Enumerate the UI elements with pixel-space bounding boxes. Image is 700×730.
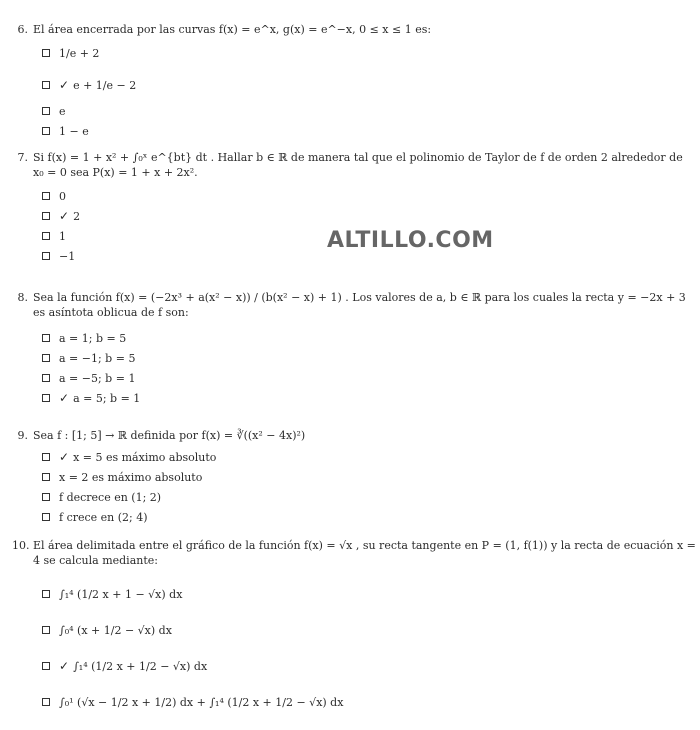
checkbox[interactable]: [42, 374, 50, 382]
option[interactable]: 0: [42, 186, 696, 206]
question-7: [12, 150, 696, 266]
checkbox[interactable]: [42, 513, 50, 521]
option[interactable]: 1 − e: [42, 121, 696, 141]
checkbox[interactable]: [42, 626, 50, 634]
option[interactable]: x = 2 es máximo absoluto: [42, 467, 696, 487]
question-text: Sea f : [1; 5] → ℝ definida por f(x) = ∛((x² − 4x)²): [33, 429, 306, 442]
checkbox[interactable]: [42, 212, 50, 220]
option[interactable]: f decrece en (1; 2): [42, 487, 696, 507]
checkbox[interactable]: [42, 252, 50, 260]
question-number: 6.: [17, 23, 28, 36]
check-icon: ✓: [59, 209, 70, 223]
option[interactable]: ✓ a = 5; b = 1: [42, 388, 696, 408]
checkbox[interactable]: [42, 232, 50, 240]
checkbox[interactable]: [42, 662, 50, 670]
check-icon: ✓: [59, 78, 70, 92]
option[interactable]: a = −1; b = 5: [42, 348, 696, 368]
option[interactable]: ∫₀¹ (√x − 1/2 x + 1/2) dx + ∫₁⁴ (1/2 x + 1/2 − √x) dx: [42, 684, 696, 720]
option[interactable]: a = 1; b = 5: [42, 328, 696, 348]
checkbox[interactable]: [42, 49, 50, 57]
checkbox[interactable]: [42, 453, 50, 461]
check-icon: ✓: [59, 391, 70, 405]
checkbox[interactable]: [42, 473, 50, 481]
question-9: [12, 428, 696, 527]
option[interactable]: ∫₀⁴ (x + 1/2 − √x) dx: [42, 612, 696, 648]
checkbox[interactable]: [42, 394, 50, 402]
option[interactable]: e: [42, 101, 696, 121]
option[interactable]: f crece en (2; 4): [42, 507, 696, 527]
question-text: Sea la función f(x) = (−2x³ + a(x² − x)) / (b(x² − x) + 1) . Los valores de a, b ∈ ℝ para los cuales la recta y = −2x + 3 es asíntota oblicua de f son:: [33, 291, 686, 319]
checkbox[interactable]: [42, 698, 50, 706]
check-icon: ✓: [59, 659, 70, 673]
question-text: Si f(x) = 1 + x² + ∫₀ˣ e^{bt} dt . Hallar b ∈ ℝ de manera tal que el polinomio de Taylor de f de orden 2 alrededor de x₀ = 0 sea P(x) = 1 + x + 2x².: [33, 151, 683, 179]
option[interactable]: −1: [42, 246, 696, 266]
question-text: El área delimitada entre el gráfico de la función f(x) = √x , su recta tangente en P = (1, f(1)) y la recta de ecuación x = 4 se calcula mediante:: [33, 539, 696, 567]
checkbox[interactable]: [42, 493, 50, 501]
question-number: 9.: [17, 429, 28, 442]
question-10: [12, 538, 696, 720]
question-number: 8.: [17, 291, 28, 304]
question-number: 10.: [12, 539, 30, 552]
checkbox[interactable]: [42, 107, 50, 115]
option[interactable]: ✓ 2: [42, 206, 696, 226]
option[interactable]: ✓ e + 1/e − 2: [42, 69, 696, 101]
option[interactable]: a = −5; b = 1: [42, 368, 696, 388]
watermark: ALTILLO.COM: [327, 228, 494, 253]
question-8: [12, 290, 696, 408]
question-number: 7.: [17, 151, 28, 164]
check-icon: ✓: [59, 450, 70, 464]
option[interactable]: ∫₁⁴ (1/2 x + 1 − √x) dx: [42, 576, 696, 612]
option[interactable]: 1: [42, 226, 696, 246]
checkbox[interactable]: [42, 127, 50, 135]
checkbox[interactable]: [42, 354, 50, 362]
checkbox[interactable]: [42, 334, 50, 342]
checkbox[interactable]: [42, 192, 50, 200]
question-text: El área encerrada por las curvas f(x) = e^x, g(x) = e^−x, 0 ≤ x ≤ 1 es:: [33, 23, 432, 36]
option[interactable]: ✓ x = 5 es máximo absoluto: [42, 447, 696, 467]
question-6: [12, 22, 696, 141]
checkbox[interactable]: [42, 590, 50, 598]
option[interactable]: 1/e + 2: [42, 37, 696, 69]
checkbox[interactable]: [42, 81, 50, 89]
option[interactable]: ✓ ∫₁⁴ (1/2 x + 1/2 − √x) dx: [42, 648, 696, 684]
